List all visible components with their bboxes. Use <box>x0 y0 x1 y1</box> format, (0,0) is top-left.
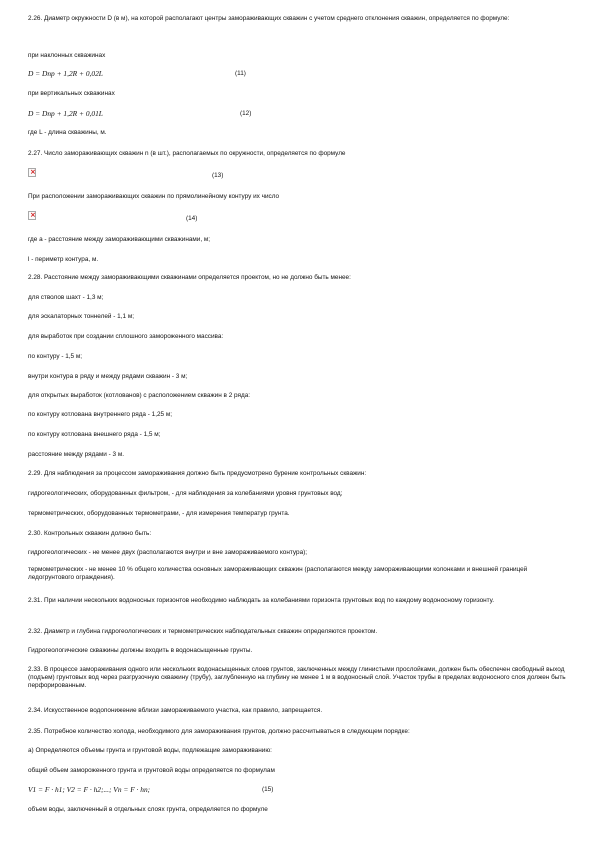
paragraph-2-31: 2.31. При наличии нескольких водоносных горизонтов необходимо наблюдать за колебаниями горизонта грунтовых вод по каждому водоносному горизонту. <box>28 597 494 604</box>
paragraph: где a - расстояние между замораживающими скважинами, м; <box>28 236 211 243</box>
formula-15: V1 = F · h1; V2 = F · h2;...; Vn = F · hn; <box>28 785 151 794</box>
paragraph: При расположении замораживающих скважин по прямолинейному контуру их число <box>28 193 280 200</box>
paragraph: общий объем замороженного грунта и грунтовой воды определяется по формулам <box>28 767 275 774</box>
list-item: по контуру котлована внешнего ряда - 1,5 м; <box>28 431 161 438</box>
paragraph-2-32: 2.32. Диаметр и глубина гидрогеологических и термометрических наблюдательных скважин определяются проектом. <box>28 628 378 635</box>
formula-number: (12) <box>240 110 252 117</box>
paragraph: где L - длина скважины, м. <box>28 129 107 136</box>
list-item: термометрических, оборудованных термометрами, - для измерения температур грунта. <box>28 510 290 517</box>
list-item: для выработок при создании сплошного замороженного массива: <box>28 333 224 340</box>
paragraph-2-30: 2.30. Контрольных скважин должно быть: <box>28 530 152 537</box>
formula-number: (14) <box>186 215 198 222</box>
list-item: для открытых выработок (котлованов) с расположением скважин в 2 ряда: <box>28 392 251 399</box>
paragraph-2-33: 2.33. В процессе замораживания одного или нескольких водонасыщенных слоев грунтов, заключенных между глинистыми прослойками, должен быть обеспечен свободный выход (подъем) грунтовых вод через разгрузочную скважину (трубу), заглубленную на глубину не менее 1 м в водоносный слой. Участок трубы в пределах водоносного слоя должен быть перфорированным. <box>28 666 566 689</box>
list-item: по контуру - 1,5 м; <box>28 353 83 360</box>
paragraph: l - периметр контура, м. <box>28 256 99 263</box>
paragraph: при наклонных скважинах <box>28 52 106 59</box>
formula-number: (15) <box>262 786 274 793</box>
paragraph: объем воды, заключенный в отдельных слоях грунта, определяется по формуле <box>28 806 268 813</box>
list-item: для эскалаторных тоннелей - 1,1 м; <box>28 313 135 320</box>
paragraph-2-28: 2.28. Расстояние между замораживающими скважинами определяется проектом, но не должно быть менее: <box>28 274 351 281</box>
paragraph-2-27: 2.27. Число замораживающих скважин n (в шт.), располагаемых по окружности, определяется по формуле <box>28 150 346 157</box>
paragraph-2-29: 2.29. Для наблюдения за процессом замораживания должно быть предусмотрено бурение контрольных скважин: <box>28 470 367 477</box>
list-item: внутри контура в ряду и между рядами скважин - 3 м; <box>28 373 188 380</box>
broken-image-icon: × <box>30 168 36 176</box>
list-item: гидрогеологических - не менее двух (располагаются внутри и вне замораживаемого контура); <box>28 549 308 556</box>
paragraph-2-34: 2.34. Искусственное водопонижение вблизи замораживаемого участка, как правило, запрещается. <box>28 707 323 714</box>
list-item: по контуру котлована внутреннего ряда - 1,25 м; <box>28 411 173 418</box>
list-item: для стволов шахт - 1,3 м; <box>28 294 104 301</box>
formula-number: (11) <box>235 70 246 77</box>
paragraph: а) Определяются объемы грунта и грунтовой воды, подлежащие замораживанию: <box>28 747 272 754</box>
formula-12: D = Dпр + 1,2R + 0,01L <box>28 109 103 118</box>
list-item: термометрических - не менее 10 % общего количества основных замораживающих скважин (располагаются между замораживающими колонками и внешней границей ледогрунтового ограждения). <box>28 566 528 581</box>
paragraph-2-26: 2.26. Диаметр окружности D (в м), на которой располагают центры замораживающих скважин с учетом среднего отклонения скважин, определяется по формуле: <box>28 15 510 22</box>
list-item: гидрогеологических, оборудованных фильтром, - для наблюдения за колебаниями уровня грунтовых вод; <box>28 490 343 497</box>
paragraph: при вертикальных скважинах <box>28 90 115 97</box>
broken-image-icon: × <box>30 211 36 219</box>
formula-number: (13) <box>212 172 224 179</box>
formula-11: D = Dпр + 1,2R + 0,02L <box>28 69 103 78</box>
list-item: расстояние между рядами - 3 м. <box>28 451 125 458</box>
paragraph-2-35: 2.35. Потребное количество холода, необходимого для замораживания грунтов, должно рассчитываться в следующем порядке: <box>28 728 410 735</box>
paragraph: Гидрогеологические скважины должны входить в водонасыщенные грунты. <box>28 647 253 654</box>
